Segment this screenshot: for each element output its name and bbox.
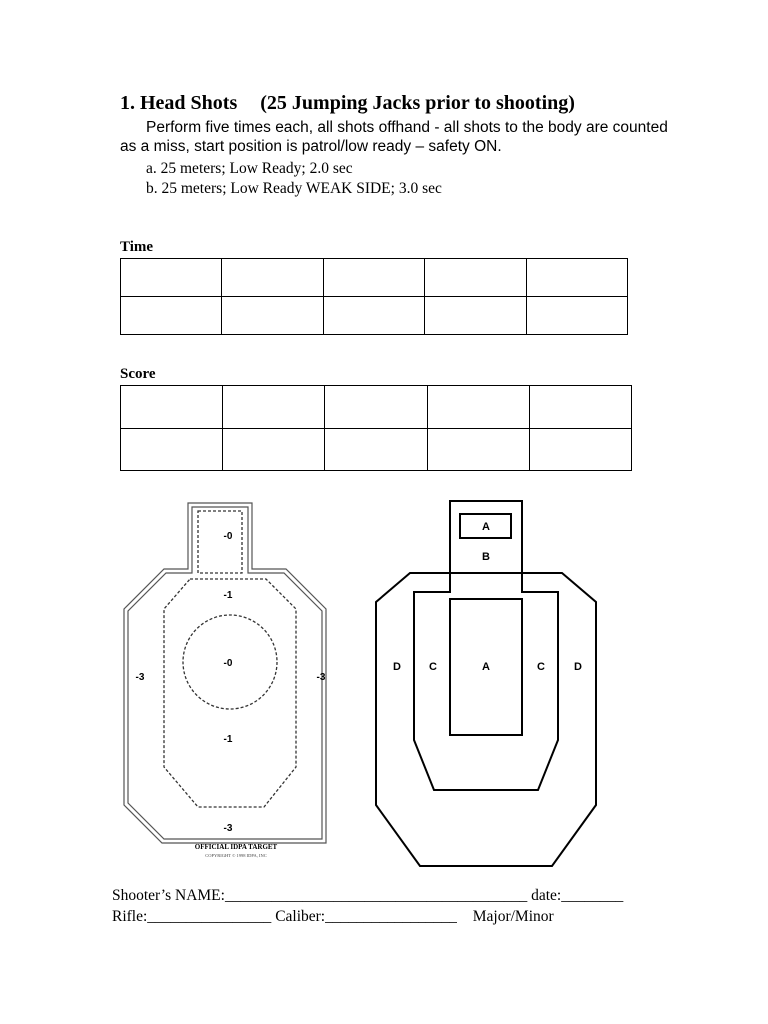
shooter-name-date-line[interactable]: Shooter’s NAME:_______________________________________ date:________ xyxy=(112,887,624,904)
idpa-zone-bottom-label: -3 xyxy=(223,823,233,834)
ipsc-target-diagram xyxy=(372,500,600,868)
score-cell[interactable] xyxy=(121,386,223,429)
zone-d-right-label: D xyxy=(574,661,582,673)
time-cell[interactable] xyxy=(121,259,222,297)
drill-item-a: a. 25 meters; Low Ready; 2.0 sec xyxy=(146,160,353,177)
major-minor-label: Major/Minor xyxy=(472,908,554,925)
idpa-target-diagram xyxy=(118,497,360,862)
table-row xyxy=(121,297,628,335)
table-row xyxy=(121,386,632,429)
time-cell[interactable] xyxy=(121,297,222,335)
score-cell[interactable] xyxy=(223,386,325,429)
rifle-field[interactable]: Rifle:________________ xyxy=(112,908,272,925)
score-cell[interactable] xyxy=(529,386,631,429)
zone-d-left-label: D xyxy=(393,661,401,673)
time-cell[interactable] xyxy=(425,297,526,335)
time-cell[interactable] xyxy=(425,259,526,297)
idpa-target-caption: OFFICIAL IDPA TARGET xyxy=(194,843,278,851)
score-cell[interactable] xyxy=(529,428,631,471)
drill-title: Head Shots xyxy=(140,92,238,114)
score-cell[interactable] xyxy=(121,428,223,471)
time-table xyxy=(120,258,628,335)
caliber-field[interactable]: Caliber:_________________ xyxy=(275,908,457,925)
drill-description-line1: Perform five times each, all shots offhand - all shots to the body are counted xyxy=(146,119,668,136)
rifle-caliber-line xyxy=(112,908,554,926)
time-cell[interactable] xyxy=(222,259,323,297)
time-cell[interactable] xyxy=(526,259,627,297)
score-cell[interactable] xyxy=(325,428,427,471)
zone-a-head-label: A xyxy=(482,521,490,533)
time-cell[interactable] xyxy=(323,259,424,297)
idpa-zone-right-label: -3 xyxy=(316,672,326,683)
idpa-zone-head-label: -0 xyxy=(223,531,233,542)
idpa-zone-lower-label: -1 xyxy=(223,734,233,745)
time-cell[interactable] xyxy=(323,297,424,335)
zone-b-head-label: B xyxy=(482,551,490,563)
drill-description-line2: as a miss, start position is patrol/low ready – safety ON. xyxy=(120,138,502,155)
table-row xyxy=(121,259,628,297)
zone-c-left-label: C xyxy=(429,661,437,673)
idpa-zone-center-label: -0 xyxy=(223,658,233,669)
idpa-zone-upper-label: -1 xyxy=(223,590,233,601)
drill-item-b: b. 25 meters; Low Ready WEAK SIDE; 3.0 sec xyxy=(146,180,442,197)
score-cell[interactable] xyxy=(223,428,325,471)
middle-c-zone xyxy=(414,573,558,790)
zone-c-right-label: C xyxy=(537,661,545,673)
time-cell[interactable] xyxy=(526,297,627,335)
time-label: Time xyxy=(120,239,154,255)
idpa-zone-left-label: -3 xyxy=(135,672,145,683)
score-label: Score xyxy=(120,366,156,382)
score-cell[interactable] xyxy=(427,386,529,429)
score-cell[interactable] xyxy=(427,428,529,471)
drill-number: 1. xyxy=(120,92,135,114)
time-cell[interactable] xyxy=(222,297,323,335)
drill-subtitle: (25 Jumping Jacks prior to shooting) xyxy=(260,92,575,114)
zone-a-center-label: A xyxy=(482,661,490,673)
outer-d-zone xyxy=(376,573,596,866)
score-table xyxy=(120,385,632,471)
table-row xyxy=(121,428,632,471)
idpa-target-copyright: COPYRIGHT © 1998 IDPA, INC xyxy=(205,853,267,858)
drill-heading xyxy=(120,92,575,115)
score-cell[interactable] xyxy=(325,386,427,429)
